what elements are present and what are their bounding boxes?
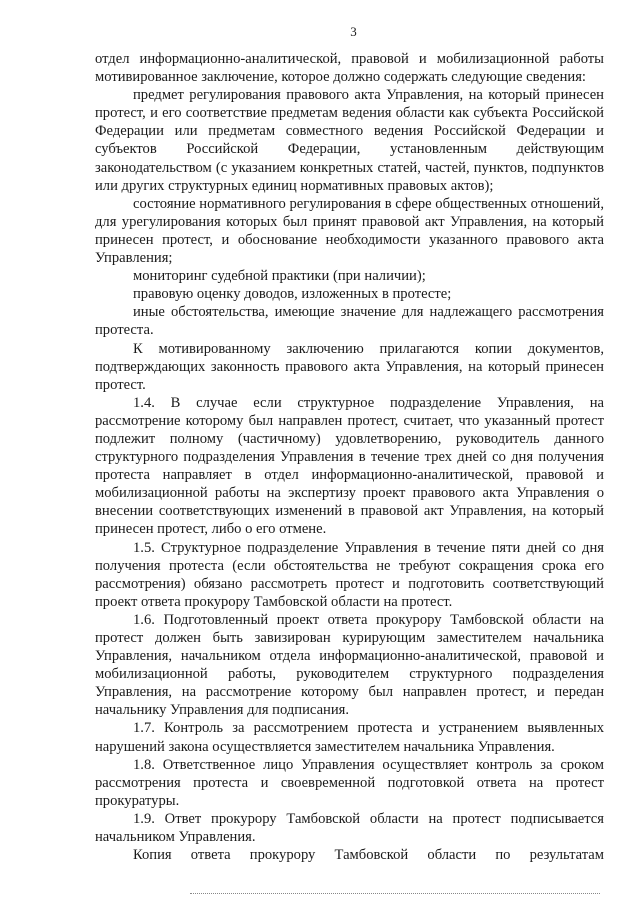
paragraph: 1.4. В случае если структурное подразделение Управления, на рассмотрение которому был направлен протест, считает, что указанный протест подлежит полному (частичному) удовлетворению, руководитель данного структурного подразделения Управления в течение трех дней со дня получения протеста направляет в отдел информационно-аналитической, правовой и мобилизационной работы на экспертизу проект правового акта Управления о внесении соответствующих изменений в правовой акт Управления, на который принесен протест, либо о его отмене. [95,394,604,538]
paragraph: К мотивированному заключению прилагаются копии документов, подтверждающих законность правового акта Управления, на который принесен протест. [95,340,604,393]
bottom-rule [190,893,600,896]
paragraph: 1.5. Структурное подразделение Управления в течение пяти дней со дня получения протеста (если обстоятельства не требуют сокращения срока его рассмотрения) обязано рассмотреть протест и подготовить соответствующий проект ответа прокурору Тамбовской области на протест. [95,539,604,610]
paragraph: Копия ответа прокурору Тамбовской области по результатам [133,847,604,864]
paragraph: мониторинг судебной практики (при наличии); [133,268,426,285]
document-body [95,50,604,864]
paragraph: 1.7. Контроль за рассмотрением протеста и устранением выявленных нарушений закона осуществляется заместителем начальника Управления. [95,720,604,755]
paragraph: 1.6. Подготовленный проект ответа прокурору Тамбовской области на протест должен быть завизирован курирующим заместителем начальника Управления, начальником отдела информационно-аналитической, правовой и мобилизационной работы, руководителем структурного подразделения Управления, на рассмотрение которому был направлен протест, и передан начальнику Управления для подписания. [95,611,604,719]
paragraph: 1.8. Ответственное лицо Управления осуществляет контроль за сроком рассмотрения протеста и своевременной подготовкой ответа на протест прокуратуры. [95,756,604,809]
paragraph: 1.9. Ответ прокурору Тамбовской области на протест подписывается начальником Управления. [95,810,604,846]
paragraph: предмет регулирования правового акта Управления, на который принесен протест, и его соответствие предметам ведения области как субъекта Российской Федерации или предметам совместного ведения Российской Федерации и субъектов Российской Федерации, установленным действующим законодательством (с указанием конкретных статей, частей, пунктов, подпунктов или других структурных единиц нормативных правовых актов); [95,87,604,194]
paragraph: иные обстоятельства, имеющие значение для надлежащего рассмотрения протеста. [95,304,604,339]
page-number: 3 [350,24,357,39]
paragraph: отдел информационно-аналитической, правовой и мобилизационной работы мотивированное заключение, которое должно содержать следующие сведения: [95,51,604,86]
paragraph: правовую оценку доводов, изложенных в протесте; [133,286,452,303]
paragraph: состояние нормативного регулирования в сфере общественных отношений, для урегулирования которых был принят правовой акт Управления, на который принесен протест, и обоснование необходимости указанного правового акта Управления; [95,195,604,267]
